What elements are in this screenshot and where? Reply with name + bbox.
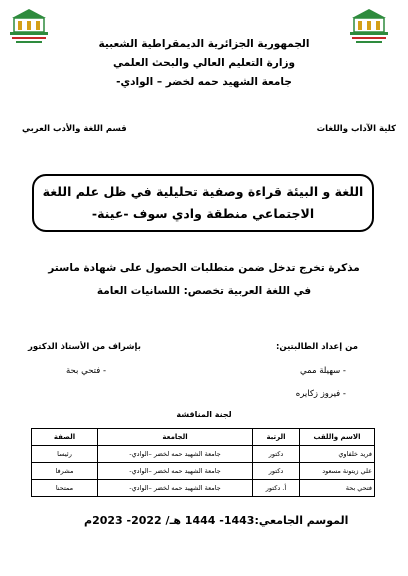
- supervisor-label: بإشراف من الأستاذ الدكتور: [28, 342, 141, 352]
- column-header: الصفة: [32, 429, 98, 446]
- table-cell: فتحي بحة: [300, 480, 375, 497]
- thesis-title-line2: الاجتماعي منطقة وادي سوف -عينة-: [91, 206, 315, 221]
- prepared-by-label: من إعداد الطالبتين:: [276, 342, 358, 352]
- table-cell: جامعة الشهيد حمه لخضر –الوادي-: [98, 446, 253, 463]
- student-name: - سهيلة ممي: [300, 366, 346, 376]
- table-cell: علي زيتونة مسعود: [300, 463, 375, 480]
- thesis-title-line1: اللغة و البيئة قراءة وصفية تحليلية في ظل علم اللغة: [42, 184, 364, 199]
- faculty-label: كلية الآداب واللغات: [316, 124, 396, 134]
- column-header: الرتبة: [253, 429, 300, 446]
- table-cell: أ. دكتور: [253, 480, 300, 497]
- thesis-description-line1: مذكرة تخرج تدخل ضمن متطلبات الحصول على شهادة ماستر: [48, 262, 360, 274]
- table-cell: فريد خلفاوي: [300, 446, 375, 463]
- thesis-description-line2: في اللغة العربية تخصص: اللسانيات العامة: [96, 285, 312, 297]
- table-cell: مشرفا: [32, 463, 98, 480]
- academic-year: الموسم الجامعي:1443- 1444 هـ/ 2022- 2023م: [84, 514, 349, 527]
- table-row: [32, 463, 375, 480]
- committee-table: [31, 428, 375, 497]
- column-header: الجامعة: [98, 429, 253, 446]
- committee-title: لجنة المناقشة: [176, 410, 232, 419]
- ministry-heading: وزارة التعليم العالي والبحث العلمي: [112, 57, 296, 69]
- republic-heading: الجمهورية الجزائرية الديمقراطية الشعبية: [98, 38, 310, 50]
- table-cell: ممتحنا: [32, 480, 98, 497]
- table-cell: دكتور: [253, 446, 300, 463]
- table-cell: جامعة الشهيد حمه لخضر –الوادي-: [98, 463, 253, 480]
- table-cell: رئيسا: [32, 446, 98, 463]
- table-row: [32, 446, 375, 463]
- table-row: [32, 480, 375, 497]
- table-cell: دكتور: [253, 463, 300, 480]
- table-cell: جامعة الشهيد حمه لخضر –الوادي-: [98, 480, 253, 497]
- department-label: قسم اللغة والأدب العربي: [22, 124, 127, 134]
- university-heading: جامعة الشهيد حمه لخضر – الوادي-: [116, 76, 292, 88]
- supervisor-name: - فتحي بحة: [66, 366, 107, 376]
- thesis-title-box: [32, 174, 374, 232]
- student-name: - فيروز زكايره: [295, 389, 346, 399]
- column-header: الاسم واللقب: [300, 429, 375, 446]
- table-header-row: [32, 429, 375, 446]
